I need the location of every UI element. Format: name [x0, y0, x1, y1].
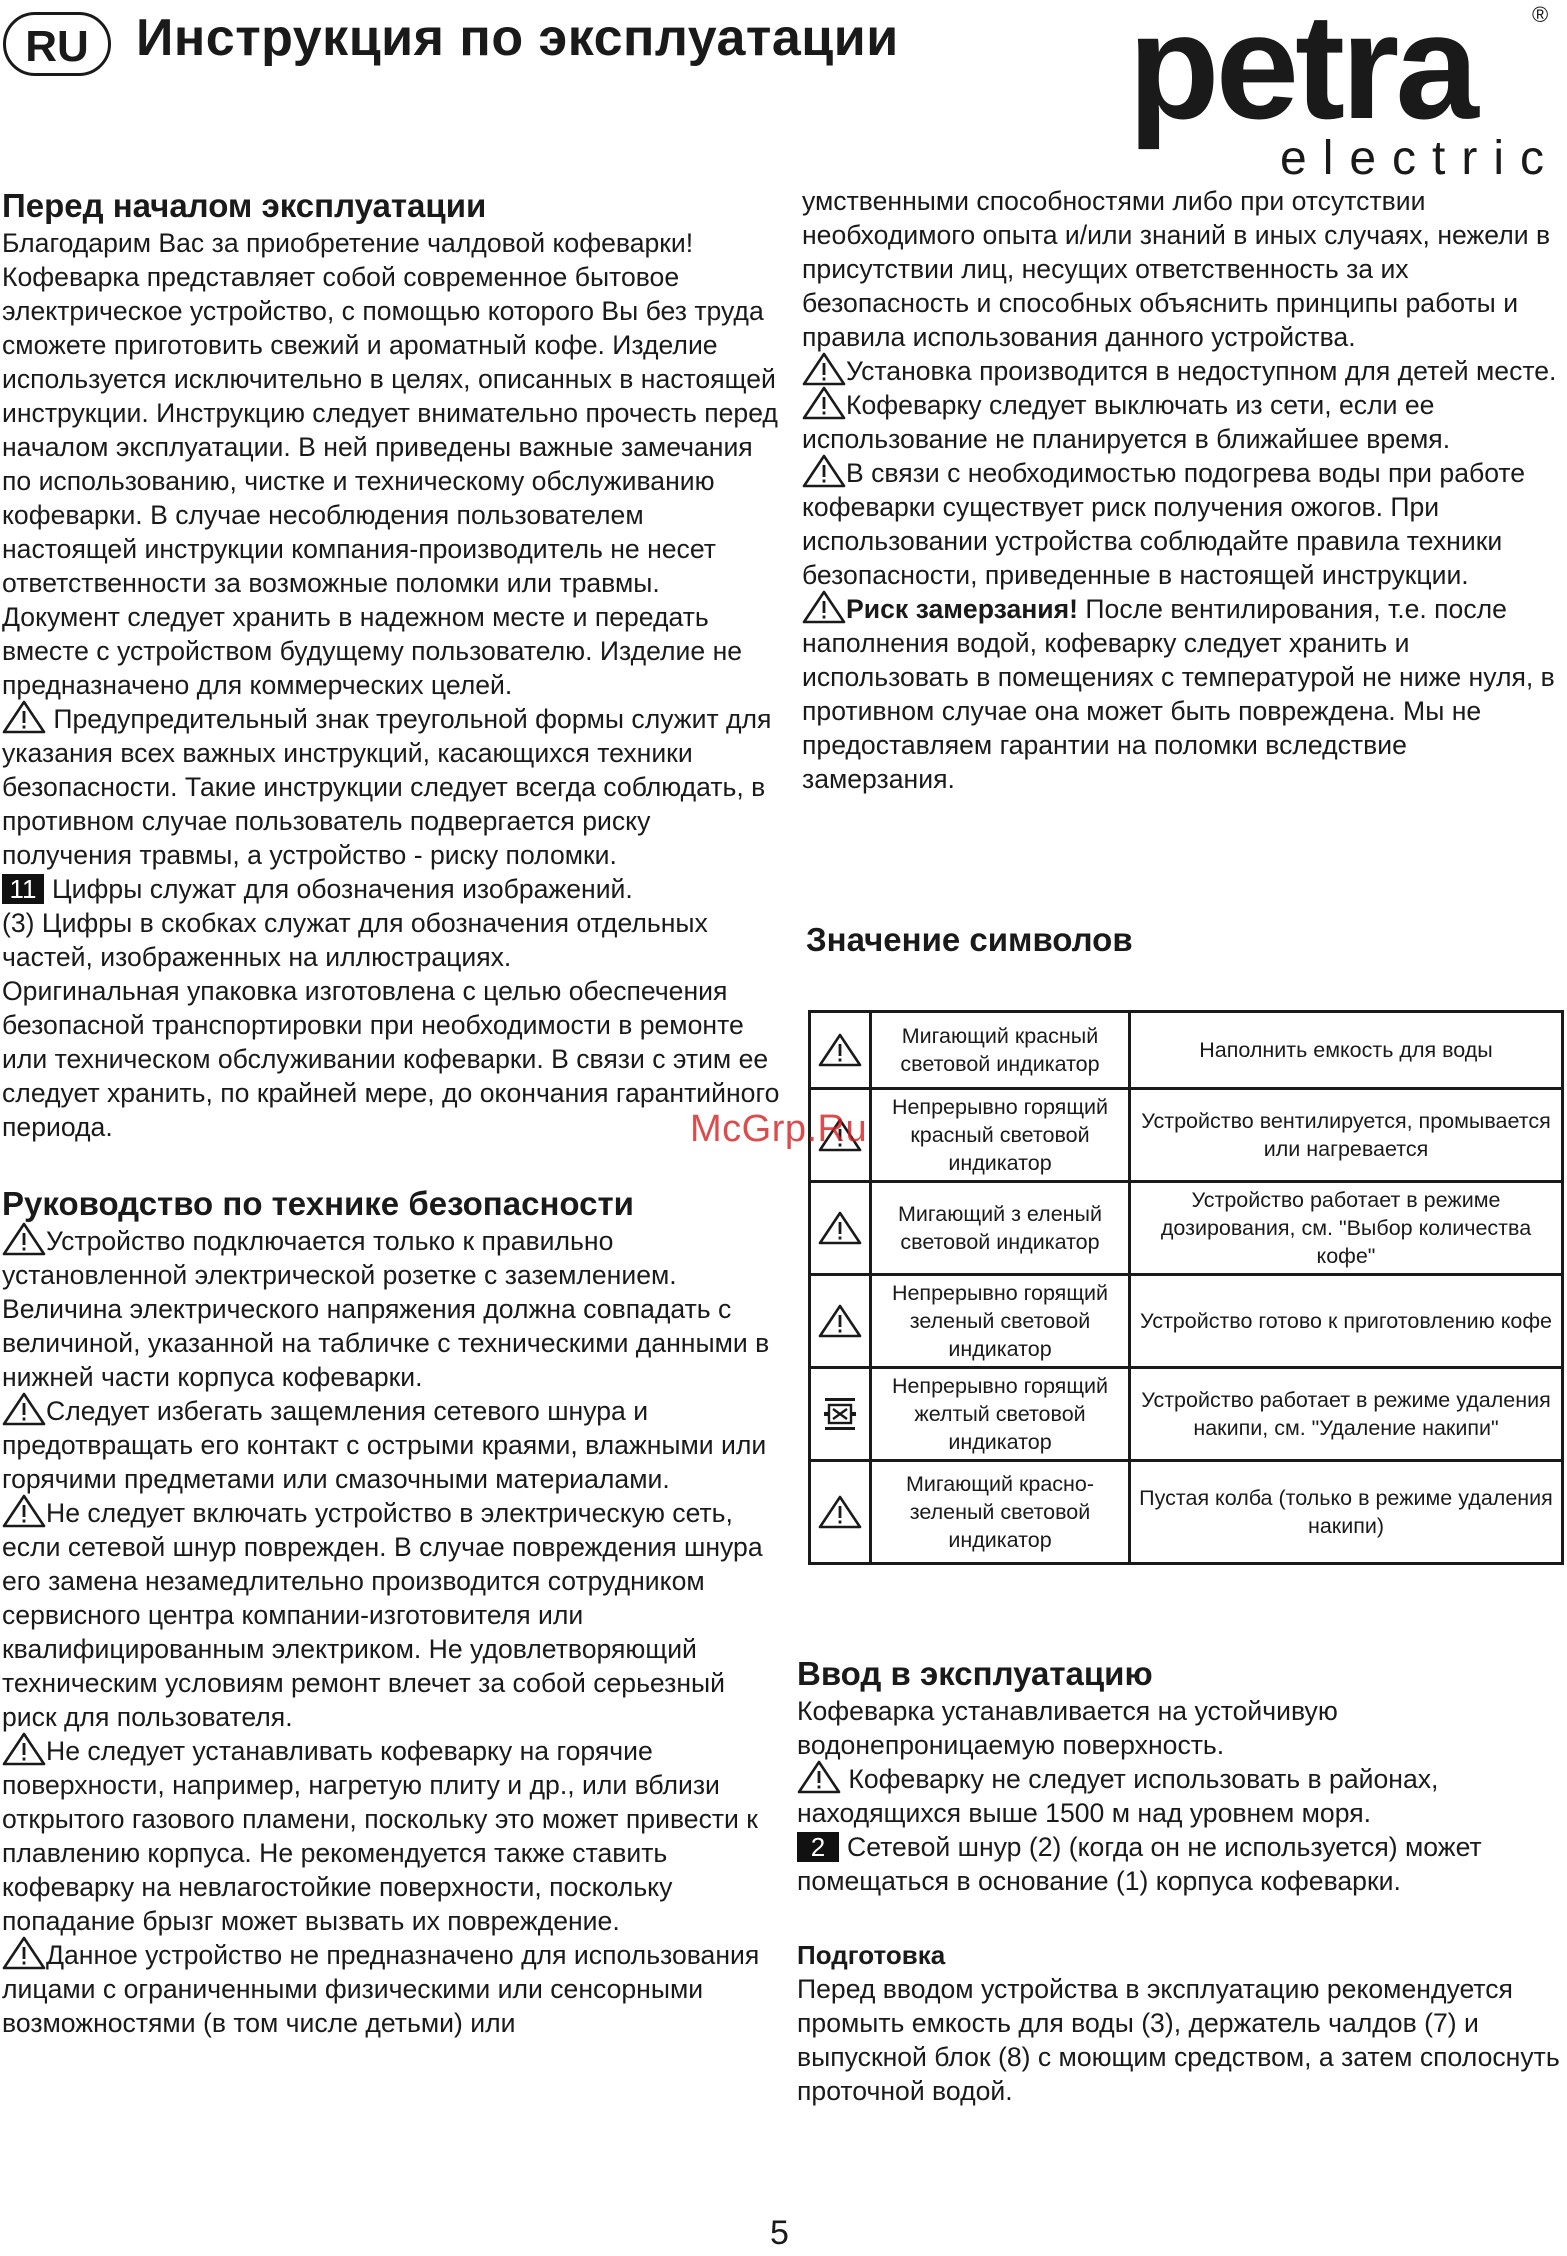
warning-triangle-icon	[818, 1493, 862, 1531]
indicator-cell: Непрерывно горящий желтый световой индикатор	[871, 1368, 1130, 1461]
table-row	[810, 1182, 1563, 1275]
warning-triangle-icon	[818, 1302, 862, 1340]
section-heading-safety: Руководство по технике безопасности	[2, 1185, 634, 1222]
indicator-cell: Мигающий красный световой индикатор	[871, 1012, 1130, 1089]
petra-logo	[1120, 0, 1565, 185]
right-column-top	[802, 184, 1564, 796]
warning-triangle-icon	[2, 1222, 46, 1256]
indicator-cell: Непрерывно горящий зеленый световой индикатор	[871, 1275, 1130, 1368]
figure-number-badge: 11	[2, 874, 44, 904]
right-column-bottom	[797, 1654, 1565, 2108]
warning-triangle-icon	[802, 352, 846, 386]
section-heading-preparation: Подготовка	[797, 1940, 946, 1970]
logo-word: petra	[1128, 0, 1475, 150]
safety-item: Устройство подключается только к правильно установленной электрической розетке с заземлением. Величина электрического напряжения должна совпадать с величиной, указанной на табличке с техническими данными в нижней части корпуса кофеварки.	[2, 1224, 780, 1394]
safety-item: В связи с необходимостью подогрева воды при работе кофеварки существует риск получения ожогов. При использовании устройства соблюдайте правила техники безопасности, приведенные в настоящей инструкции.	[802, 456, 1564, 592]
logo-subtitle: electric	[1280, 132, 1561, 185]
language-badge: RU	[3, 12, 111, 76]
packaging-paragraph: Оригинальная упаковка изготовлена с целью обеспечения безопасной транспортировки при необходимости в ремонте или техническом обслуживании кофеварки. В связи с этим ее следует хранить, по крайней мере, до окончания гарантийного периода.	[2, 976, 780, 1142]
meaning-cell: Устройство работает в режиме дозирования, см. "Выбор количества кофе"	[1130, 1182, 1563, 1275]
warning-triangle-icon	[2, 1732, 46, 1766]
warning-triangle-icon	[802, 590, 846, 624]
warning-triangle-icon	[802, 386, 846, 420]
indicator-cell: Мигающий з еленый световой индикатор	[871, 1182, 1130, 1275]
watermark: McGrp.Ru	[690, 1108, 868, 1150]
warning-triangle-icon	[818, 1031, 862, 1069]
table-row	[810, 1275, 1563, 1368]
figure-number-badge: 2	[797, 1832, 839, 1862]
safety-item: Не следует устанавливать кофеварку на горячие поверхности, например, нагретую плиту и др., или вблизи открытого газового пламени, поскольку это может привести к плавлению корпуса. Не рекомендуется также ставить кофеварку на невлагостойкие поверхности, поскольку попадание брызг может вызвать их повреждение.	[2, 1734, 780, 1938]
document-title: Инструкция по эксплуатации	[136, 9, 899, 67]
preparation-paragraph: Перед вводом устройства в эксплуатацию рекомендуется промыть емкость для воды (3), держатель чалдов (7) и выпускной блок (8) с моющим средством, а затем сполоснуть проточной водой.	[797, 1974, 1560, 2106]
safety-continuation: умственными способностями либо при отсутствии необходимого опыта и/или знаний в иных случаях, нежели в присутствии лиц, несущих ответственность за их безопасность и способных объяснить принципы работы и правила использования данного устройства.	[802, 186, 1551, 352]
meaning-cell: Устройство готово к приготовлению кофе	[1130, 1275, 1563, 1368]
indicator-cell: Мигающий красно-зеленый световой индикатор	[871, 1461, 1130, 1564]
table-row	[810, 1368, 1563, 1461]
safety-item-freeze: Риск замерзания! После вентилирования, т.е. после наполнения водой, кофеварку следует хранить и использовать в помещениях с температурой не ниже нуля, в противном случае она может быть повреждена. Мы не предоставляем гарантии на поломки вследствие замерзания.	[802, 592, 1564, 796]
meaning-cell: Пустая колба (только в режиме удаления накипи)	[1130, 1461, 1563, 1564]
safety-item: Данное устройство не предназначено для использования лицами с ограниченными физическими или сенсорными возможностями (в том числе детьми) или	[2, 1938, 780, 2040]
warning-sign-note: Предупредительный знак треугольной формы служит для указания всех важных инструкций, касающихся техники безопасности. Такие инструкции следует всегда соблюдать, в противном случае пользователь подвергается риску получения травмы, а устройство - риску поломки.	[2, 702, 780, 872]
table-row	[810, 1012, 1563, 1089]
safety-item: Следует избегать защемления сетевого шнура и предотвращать его контакт с острыми краями, влажными или горячими предметами или смазочными материалами.	[2, 1394, 780, 1496]
safety-item: Не следует включать устройство в электрическую сеть, если сетевой шнур поврежден. В случае повреждения шнура его замена незамедлительно производится сотрудником сервисного центра компании-изготовителя или квалифицированным электриком. Не удовлетворяющий техническим условиям ремонт влечет за собой серьезный риск для пользователя.	[2, 1496, 780, 1734]
warning-triangle-icon	[802, 454, 846, 488]
parts-number-note: (3) Цифры в скобках служат для обозначения отдельных частей, изображенных на иллюстрациях.	[2, 908, 708, 972]
intro-paragraph: Благодарим Вас за приобретение чалдовой кофеварки! Кофеварка представляет собой современное бытовое электрическое устройство, с помощью которого Вы без труда сможете приготовить свежий и ароматный кофе. Изделие используется исключительно в целях, описанных в настоящей инструкции. Инструкцию следует внимательно прочесть перед началом эксплуатации. В ней приведены важные замечания по использованию, чистке и техническому обслуживанию кофеварки. В случае несоблюдения пользователем настоящей инструкции компания-производитель не несет ответственности за возможные поломки или травмы. Документ следует хранить в надежном месте и передать вместе с устройством будущему пользователю. Изделие не предназначено для коммерческих целей.	[2, 228, 778, 700]
altitude-warning: Кофеварку не следует использовать в районах, находящихся выше 1500 м над уровнем моря.	[797, 1762, 1565, 1830]
indicator-cell: Непрерывно горящий красный световой индикатор	[871, 1089, 1130, 1182]
symbols-table	[808, 1010, 1564, 1565]
warning-triangle-icon	[2, 700, 46, 734]
meaning-cell: Наполнить емкость для воды	[1130, 1012, 1563, 1089]
section-heading-symbols: Значение символов	[806, 921, 1133, 958]
commissioning-paragraph: Кофеварка устанавливается на устойчивую водонепроницаемую поверхность.	[797, 1696, 1338, 1760]
left-column	[2, 186, 780, 2040]
descale-icon	[820, 1394, 860, 1434]
section-heading-before-use: Перед началом эксплуатации	[2, 187, 487, 224]
table-row	[810, 1461, 1563, 1564]
meaning-cell: Устройство работает в режиме удаления накипи, см. "Удаление накипи"	[1130, 1368, 1563, 1461]
warning-triangle-icon	[818, 1209, 862, 1247]
cord-note: 2 Сетевой шнур (2) (когда он не используется) может помещаться в основание (1) корпуса кофеварки.	[797, 1832, 1482, 1896]
warning-triangle-icon	[2, 1494, 46, 1528]
warning-triangle-icon	[2, 1392, 46, 1426]
warning-triangle-icon	[797, 1760, 841, 1794]
meaning-cell: Устройство вентилируется, промывается или нагревается	[1130, 1089, 1563, 1182]
safety-item: Установка производится в недоступном для детей месте.	[802, 354, 1564, 388]
warning-triangle-icon	[2, 1936, 46, 1970]
logo-registered-mark: ®	[1532, 2, 1549, 27]
page-number: 5	[770, 2214, 789, 2252]
section-heading-commissioning: Ввод в эксплуатацию	[797, 1655, 1153, 1692]
table-row	[810, 1089, 1563, 1182]
figure-number-note: 11 Цифры служат для обозначения изображений.	[2, 872, 780, 906]
safety-item: Кофеварку следует выключать из сети, если ее использование не планируется в ближайшее время.	[802, 388, 1564, 456]
